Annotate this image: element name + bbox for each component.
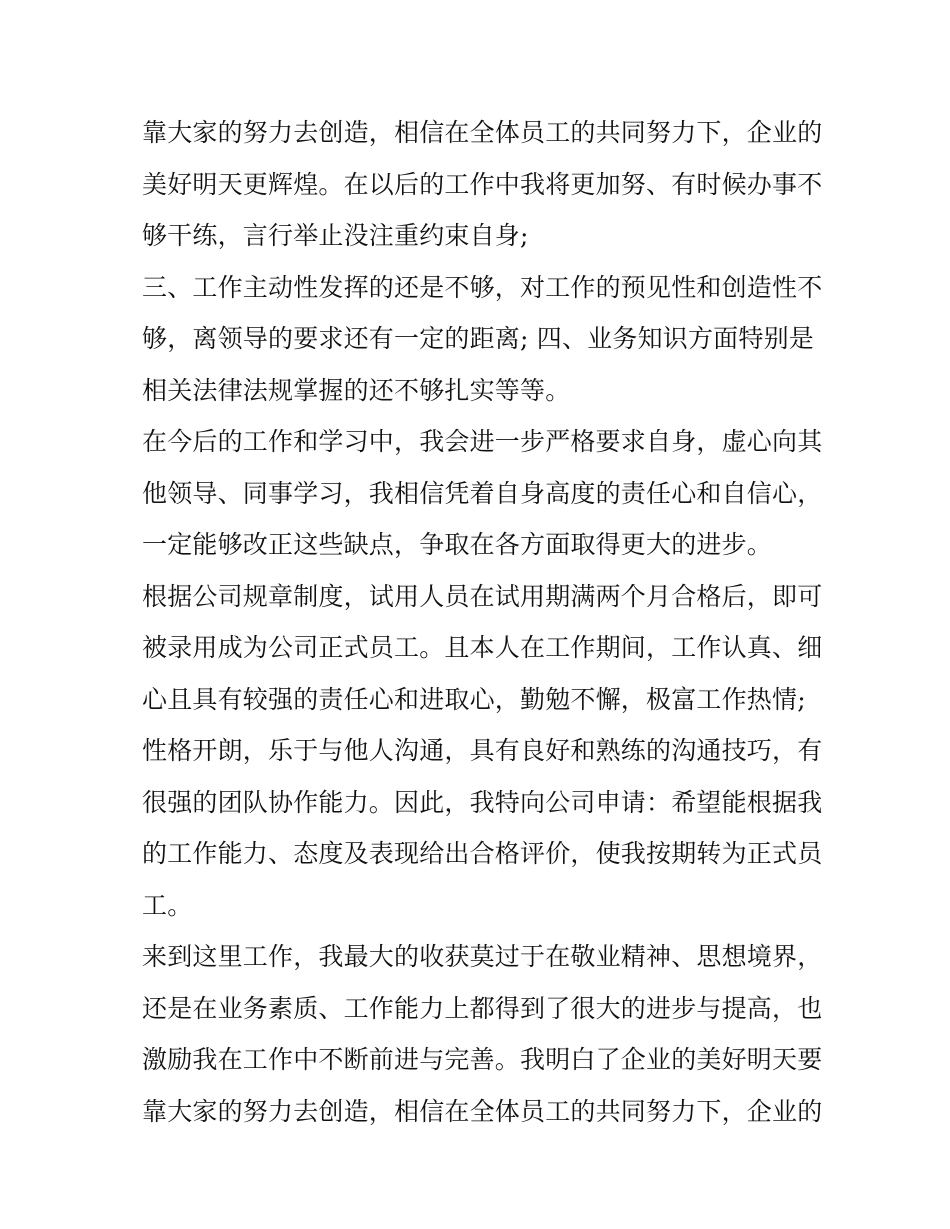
text-line: 他领导、同事学习，我相信凭着自身高度的责任心和自信心，	[142, 478, 823, 508]
text-line: 工。	[142, 890, 193, 920]
text-line: 够干练，言行举止没注重约束自身;	[142, 221, 529, 250]
text-line: 三、工作主动性发挥的还是不够，对工作的预见性和创造性不	[142, 272, 823, 302]
text-line: 够，离领导的要求还有一定的距离; 四、业务知识方面特别是	[142, 324, 814, 353]
document-body	[142, 107, 823, 1137]
text-line: 的工作能力、态度及表现给出合格评价，使我按期转为正式员	[142, 839, 823, 868]
text-line: 相关法律法规掌握的还不够扎实等等。	[142, 375, 571, 405]
text-line: 靠大家的努力去创造，相信在全体员工的共同努力下，企业的	[142, 1096, 823, 1126]
text-line: 很强的团队协作能力。因此，我特向公司申请：希望能根据我	[142, 787, 823, 817]
text-line: 靠大家的努力去创造，相信在全体员工的共同努力下，企业的	[142, 118, 823, 147]
text-line: 根据公司规章制度，试用人员在试用期满两个月合格后，即可	[142, 581, 823, 611]
text-line: 在今后的工作和学习中，我会进一步严格要求自身，虚心向其	[142, 427, 823, 456]
text-line: 激励我在工作中不断前进与完善。我明白了企业的美好明天要	[142, 1045, 823, 1074]
text-line: 性格开朗，乐于与他人沟通，具有良好和熟练的沟通技巧，有	[142, 736, 823, 765]
text-line: 被录用成为公司正式员工。且本人在工作期间，工作认真、细	[142, 633, 823, 662]
text-line: 美好明天更辉煌。在以后的工作中我将更加努、有时候办事不	[142, 169, 823, 199]
text-line: 心且具有较强的责任心和进取心，勤勉不懈，极富工作热情;	[142, 684, 806, 714]
text-line: 一定能够改正这些缺点，争取在各方面取得更大的进步。	[142, 530, 773, 559]
text-line: 还是在业务素质、工作能力上都得到了很大的进步与提高，也	[142, 993, 823, 1023]
text-line: 来到这里工作，我最大的收获莫过于在敬业精神、思想境界，	[142, 942, 823, 971]
